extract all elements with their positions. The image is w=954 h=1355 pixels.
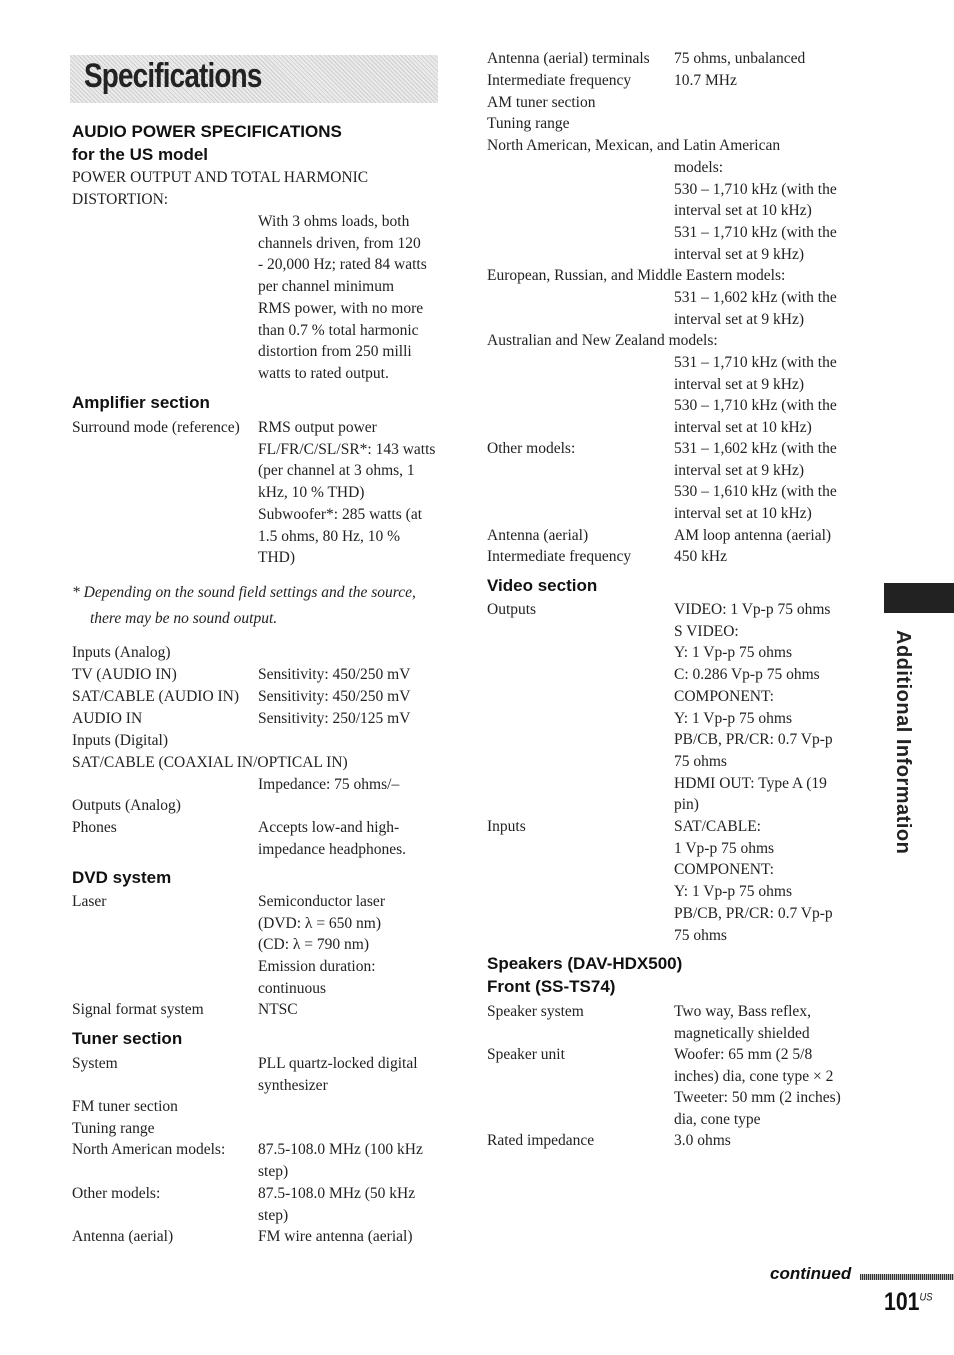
video-outputs-value: Y: 1 Vp-p 75 ohms [674,644,792,662]
if-value: 10.7 MHz [674,72,737,89]
power-output-value: RMS power, with no more [258,299,424,317]
speaker-unit-value: inches) dia, cone type × 2 [674,1067,834,1085]
surround-value: (per channel at 3 ohms, 1 [258,462,415,480]
tv-label: TV (AUDIO IN) [72,666,177,683]
fm-antenna-value: FM wire antenna (aerial) [258,1228,413,1245]
phones-value: Accepts low-and high- [258,819,400,836]
na-models-label: North American models: [72,1141,226,1158]
audio-in-value: Sensitivity: 250/125 mV [258,710,411,727]
video-heading: Video section [487,576,598,595]
page-number [884,1288,932,1317]
eu-models-heading: European, Russian, and Middle Eastern models: [487,267,786,284]
dvd-heading: DVD system [72,868,172,887]
video-inputs-value: SAT/CABLE: [674,818,761,835]
tv-value: Sensitivity: 450/250 mV [258,666,411,683]
other-models-label: Other models: [72,1185,161,1202]
laser-value: Semiconductor laser [258,893,385,910]
speaker-system-label: Speaker system [487,1003,584,1020]
power-output-value: distortion from 250 milli [258,343,412,361]
speaker-unit-value: dia, cone type [674,1111,761,1129]
video-outputs-label: Outputs [487,601,537,618]
system-label: System [72,1055,118,1072]
power-output-value: - 20,000 Hz; rated 84 watts [258,256,427,274]
na-models-value: interval set at 10 kHz) [674,202,812,220]
page-number-value: 101 [884,1288,920,1316]
system-value: synthesizer [258,1076,328,1094]
video-outputs-value: COMPONENT: [674,687,774,705]
sat-value: Sensitivity: 450/250 mV [258,688,411,705]
audio-power-heading: AUDIO POWER SPECIFICATIONS [72,122,342,141]
surround-value: FL/FR/C/SL/SR*: 143 watts [258,440,436,458]
side-tab-label: Additional Information [892,630,914,855]
tuning-range-label: Tuning range [487,115,570,132]
video-inputs-value: PB/CB, PR/CR: 0.7 Vp-p [674,904,833,922]
us-model-heading: for the US model [72,145,209,164]
power-output-value: than 0.7 % total harmonic [258,321,419,339]
signal-format-label: Signal format system [72,1001,204,1018]
au-models-value: interval set at 9 kHz) [674,375,804,393]
other-models-label: Other models: [487,440,576,457]
na-models-value: 530 – 1,710 kHz (with the [674,180,837,198]
surround-value: THD) [258,549,296,567]
au-models-value: 530 – 1,710 kHz (with the [674,397,837,415]
surround-value: RMS output power [258,419,377,436]
am-antenna-value: AM loop antenna (aerial) [674,527,832,544]
na-models-value: step) [258,1162,289,1180]
other-models-value: interval set at 10 kHz) [674,505,812,523]
surround-label: Surround mode (reference) [72,419,240,436]
video-outputs-value: 75 ohms [674,752,727,770]
outputs-analog-label: Outputs (Analog) [72,797,181,814]
section-tab-marker [884,583,954,613]
au-models-value: 531 – 1,710 kHz (with the [674,354,837,371]
video-outputs-value: Y: 1 Vp-p 75 ohms [674,709,792,727]
am-tuner-label: AM tuner section [487,94,596,111]
sat-label: SAT/CABLE (AUDIO IN) [72,688,240,705]
speaker-unit-value: Tweeter: 50 mm (2 inches) [674,1089,841,1107]
eu-models-value: 531 – 1,602 kHz (with the [674,289,837,306]
power-output-value: watts to rated output. [258,364,389,382]
page-title: Specifications [84,57,262,95]
video-outputs-value: C: 0.286 Vp-p 75 ohms [674,666,820,684]
surround-value: kHz, 10 % THD) [258,484,365,502]
power-output-value: per channel minimum [258,278,395,296]
other-models-value: 531 – 1,602 kHz (with the [674,440,837,457]
video-outputs-value: PB/CB, PR/CR: 0.7 Vp-p [674,731,833,749]
video-inputs-label: Inputs [487,818,526,835]
title-banner [70,55,438,103]
laser-value: Emission duration: [258,958,376,976]
inputs-digital-label: Inputs (Digital) [72,732,168,749]
power-output-label: POWER OUTPUT AND TOTAL HARMONIC [72,169,369,186]
antenna-terminals-label: Antenna (aerial) terminals [487,50,650,67]
eu-models-value: interval set at 9 kHz) [674,310,804,328]
video-outputs-value: pin) [674,796,699,814]
continued-bar [860,1274,954,1280]
laser-value: continuous [258,979,327,997]
signal-format-value: NTSC [258,1001,298,1018]
fm-antenna-label: Antenna (aerial) [72,1228,174,1245]
inputs-analog-label: Inputs (Analog) [72,644,171,661]
phones-label: Phones [72,819,117,836]
na-models-value: 531 – 1,710 kHz (with the [674,224,837,242]
surround-value: 1.5 ohms, 80 Hz, 10 % [258,527,401,545]
tuning-range-label: Tuning range [72,1120,155,1137]
system-value: PLL quartz-locked digital [258,1055,418,1072]
am-if-label: Intermediate frequency [487,548,632,565]
video-outputs-value: VIDEO: 1 Vp-p 75 ohms [674,601,831,618]
other-models-value: 530 – 1,610 kHz (with the [674,483,837,501]
na-models-heading: North American, Mexican, and Latin American [487,137,781,154]
surround-value: Subwoofer*: 285 watts (at [258,505,423,523]
laser-label: Laser [72,893,107,910]
na-models-value: 87.5-108.0 MHz (100 kHz [258,1141,423,1158]
video-inputs-value: 75 ohms [674,926,727,944]
na-models-value: interval set at 9 kHz) [674,245,804,263]
phones-value: impedance headphones. [258,840,407,858]
front-speakers-heading: Front (SS-TS74) [487,977,616,996]
power-output-value: With 3 ohms loads, both [258,213,410,230]
speaker-unit-value: Woofer: 65 mm (2 5/8 [674,1046,813,1063]
power-output-label: DISTORTION: [72,191,169,208]
video-inputs-value: COMPONENT: [674,861,774,879]
video-inputs-value: Y: 1 Vp-p 75 ohms [674,883,792,901]
au-models-value: interval set at 10 kHz) [674,419,812,437]
rated-impedance-value: 3.0 ohms [674,1132,731,1149]
power-output-value: channels driven, from 120 [258,234,421,252]
video-outputs-value: HDMI OUT: Type A (19 [674,774,827,792]
if-label: Intermediate frequency [487,72,632,89]
na-models-value: models: [674,159,724,176]
footnote: * Depending on the sound field settings and the source, [72,584,416,601]
speaker-unit-label: Speaker unit [487,1046,565,1063]
page-suffix: US [919,1291,933,1304]
impedance-value: Impedance: 75 ohms/– [258,776,400,793]
am-antenna-label: Antenna (aerial) [487,527,589,544]
rated-impedance-label: Rated impedance [487,1132,595,1149]
speaker-system-value: Two way, Bass reflex, [674,1003,811,1020]
antenna-terminals-value: 75 ohms, unbalanced [674,50,806,67]
footnote: there may be no sound output. [90,610,278,627]
am-if-value: 450 kHz [674,548,727,565]
other-models-value: 87.5-108.0 MHz (50 kHz [258,1185,416,1202]
speaker-system-value: magnetically shielded [674,1024,810,1042]
amplifier-heading: Amplifier section [72,393,210,412]
other-models-value: step) [258,1206,289,1224]
speakers-heading: Speakers (DAV-HDX500) [487,954,683,973]
laser-value: (CD: λ = 790 nm) [258,936,369,954]
fm-tuner-label: FM tuner section [72,1098,178,1115]
laser-value: (DVD: λ = 650 nm) [258,914,382,932]
other-models-value: interval set at 9 kHz) [674,461,804,479]
tuner-heading: Tuner section [72,1029,183,1048]
video-inputs-value: 1 Vp-p 75 ohms [674,839,775,857]
sat-coax-label: SAT/CABLE (COAXIAL IN/OPTICAL IN) [72,754,348,771]
au-models-heading: Australian and New Zealand models: [487,332,718,349]
video-outputs-value: S VIDEO: [674,622,739,640]
continued-label: continued [770,1264,852,1283]
audio-in-label: AUDIO IN [72,710,143,727]
